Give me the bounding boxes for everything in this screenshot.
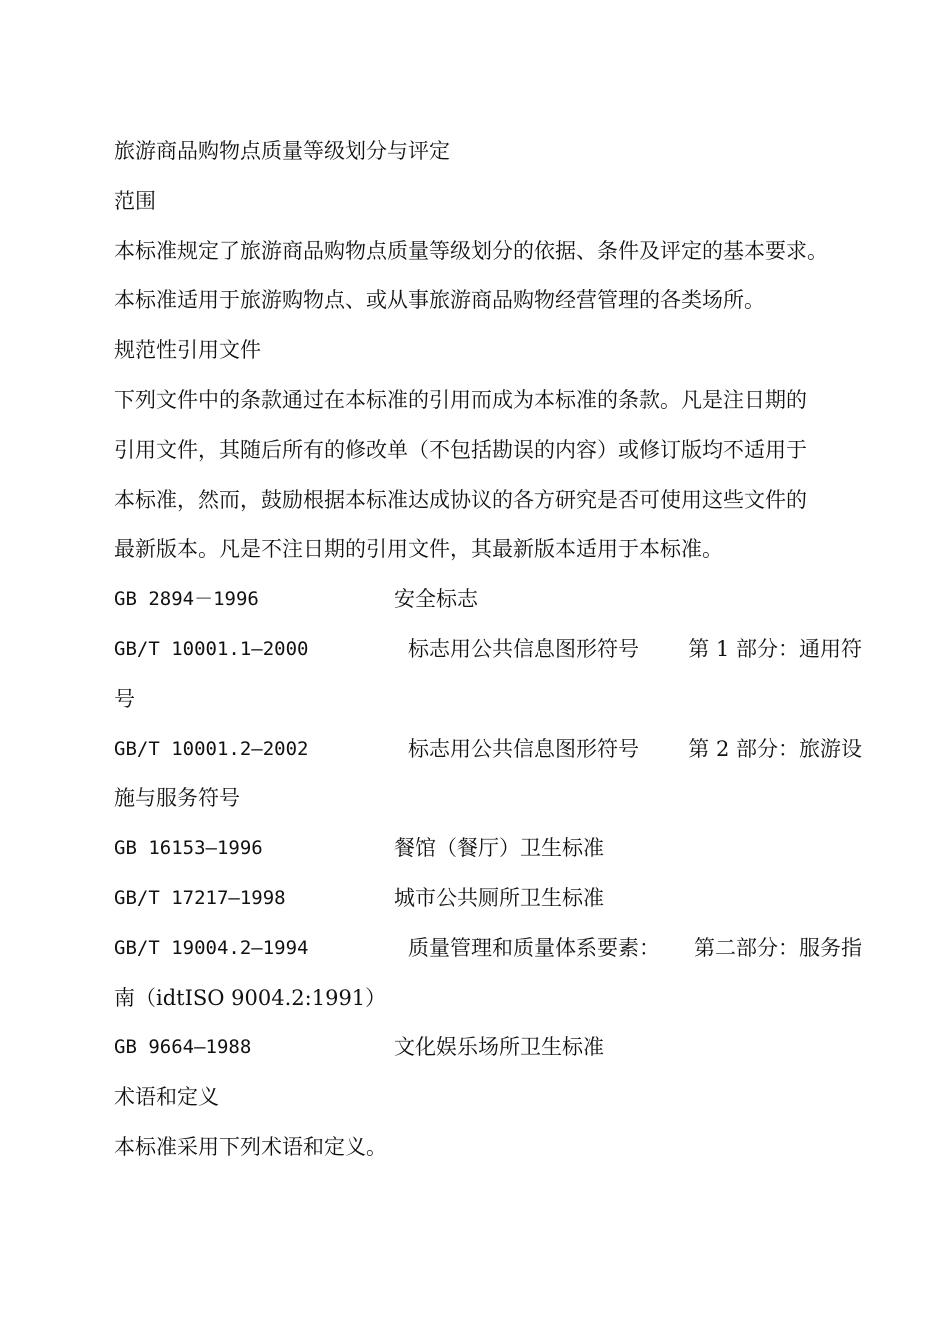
section-heading-scope: 范围 <box>114 188 156 213</box>
references-intro-line: 下列文件中的条款通过在本标准的引用而成为本标准的条款。凡是注日期的 <box>114 387 807 412</box>
reference-title-part: 标志用公共信息图形符号 <box>408 736 639 761</box>
reference-code: GB 9664—1988 <box>114 1036 252 1059</box>
reference-code: GB/T 10001.2—2002 <box>114 737 309 760</box>
reference-item <box>114 575 862 625</box>
reference-code: GB 16153—1996 <box>114 837 263 860</box>
reference-code: GB 2894－1996 <box>114 588 259 611</box>
reference-title: 安全标志 <box>394 587 478 612</box>
reference-title <box>408 924 862 974</box>
reference-code: GB/T 17217—1998 <box>114 886 286 909</box>
document-page <box>114 127 862 1173</box>
reference-title <box>408 725 862 775</box>
reference-title-continuation: 号 <box>114 686 135 711</box>
reference-item <box>114 725 862 775</box>
references-intro-line: 最新版本。凡是不注日期的引用文件，其最新版本适用于本标准。 <box>114 537 723 562</box>
references-intro-line: 本标准，然而，鼓励根据本标准达成协议的各方研究是否可使用这些文件的 <box>114 487 807 512</box>
reference-item <box>114 1023 862 1073</box>
reference-title-continuation: 施与服务符号 <box>114 786 240 811</box>
scope-paragraph-1: 本标准规定了旅游商品购物点质量等级划分的依据、条件及评定的基本要求。 <box>114 238 828 263</box>
document-title: 旅游商品购物点质量等级划分与评定 <box>114 139 450 163</box>
reference-title: 餐馆（餐厅）卫生标准 <box>394 836 604 861</box>
reference-title: 城市公共厕所卫生标准 <box>394 885 604 910</box>
reference-title-part: 质量管理和质量体系要素： <box>408 935 660 960</box>
reference-title-part: 标志用公共信息图形符号 <box>408 636 639 661</box>
reference-code: GB/T 19004.2—1994 <box>114 936 309 959</box>
terms-intro: 本标准采用下列术语和定义。 <box>114 1134 387 1159</box>
reference-title-continuation: 南（idtISO 9004.2:1991） <box>114 985 387 1010</box>
reference-item <box>114 824 862 874</box>
reference-title: 文化娱乐场所卫生标准 <box>394 1035 604 1060</box>
reference-title-part: 第 1 部分：通用符 <box>688 636 862 661</box>
reference-title-part: 第 2 部分：旅游设 <box>688 736 862 761</box>
reference-code: GB/T 10001.1—2000 <box>114 637 309 660</box>
reference-item <box>114 874 862 924</box>
section-heading-references: 规范性引用文件 <box>114 338 261 363</box>
reference-item <box>114 924 862 974</box>
references-intro-line: 引用文件，其随后所有的修改单（不包括勘误的内容）或修订版均不适用于 <box>114 437 807 462</box>
reference-title <box>408 625 862 675</box>
reference-title-part: 第二部分：服务指 <box>694 935 862 960</box>
section-heading-terms: 术语和定义 <box>114 1085 219 1110</box>
scope-paragraph-2: 本标准适用于旅游购物点、或从事旅游商品购物经营管理的各类场所。 <box>114 288 765 313</box>
reference-item <box>114 625 862 675</box>
